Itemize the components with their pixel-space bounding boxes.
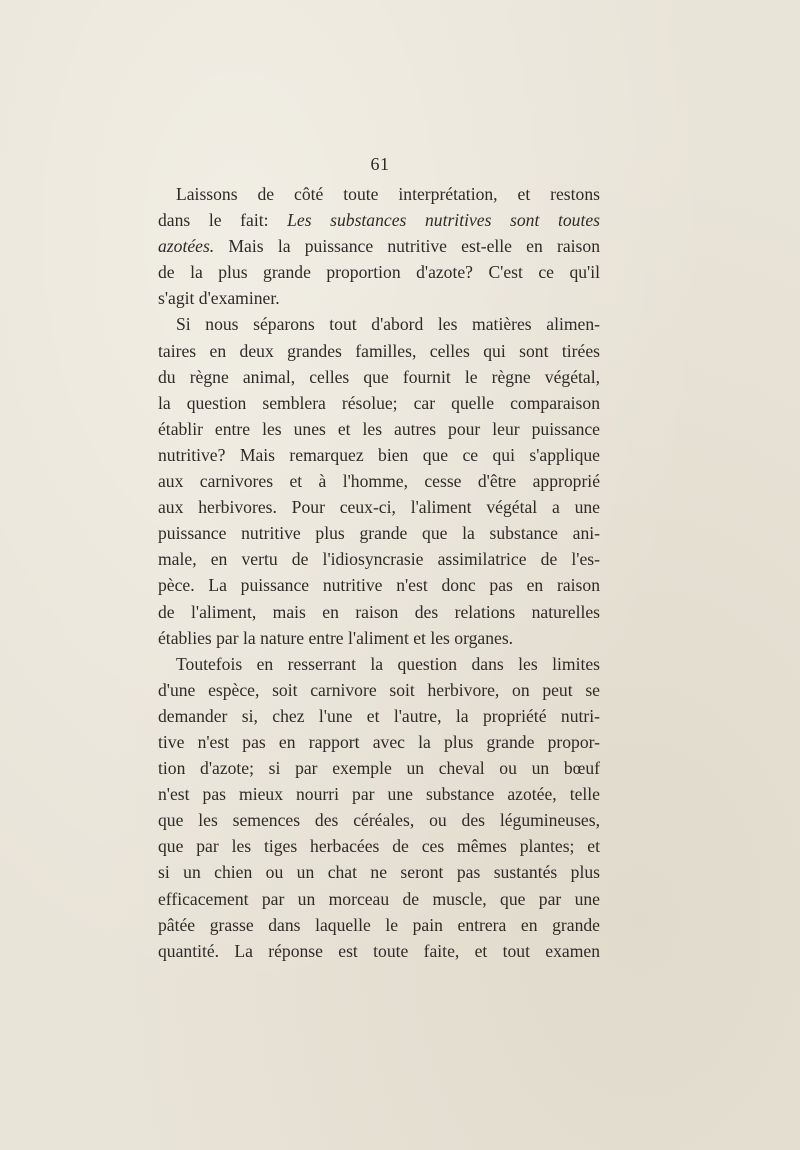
text-line <box>158 833 600 859</box>
text-segment: pâtée grasse dans laquelle le pain entrera en grande <box>158 914 600 935</box>
text-segment: male, en vertu de l'idiosyncrasie assimilatrice de l'es- <box>158 549 600 570</box>
text-line <box>158 520 600 546</box>
text-line <box>158 572 600 598</box>
text-segment: si un chien ou un chat ne seront pas sustantés plus <box>158 862 600 883</box>
text-line <box>158 181 600 207</box>
text-line <box>158 807 600 833</box>
text-line <box>158 599 600 625</box>
text-segment: établies par la nature entre l'aliment et les organes. <box>158 627 514 648</box>
text-segment: que les semences des céréales, ou des légumineuses, <box>158 810 600 831</box>
text-line <box>158 468 600 494</box>
text-segment: Toutefois en resserrant la question dans les limites <box>176 653 600 674</box>
text-segment: la question semblera résolue; car quelle comparaison <box>158 392 600 413</box>
text-segment: demander si, chez l'une et l'autre, la propriété nutri- <box>158 705 600 726</box>
text-line <box>158 259 600 285</box>
text-line <box>158 938 600 964</box>
text-segment: taires en deux grandes familles, celles qui sont tirées <box>158 340 600 361</box>
text-line <box>158 729 600 755</box>
page-number: 61 <box>370 154 390 174</box>
text-segment: que par les tiges herbacées de ces mêmes plantes; et <box>158 836 600 857</box>
text-line <box>158 233 600 259</box>
text-segment: du règne animal, celles que fournit le règne végétal, <box>158 366 600 387</box>
text-line <box>158 416 600 442</box>
text-segment: tive n'est pas en rapport avec la plus grande propor- <box>158 731 600 752</box>
text-segment: Si nous séparons tout d'abord les matières alimen- <box>176 314 600 335</box>
text-line <box>158 912 600 938</box>
italic-text: azotées. <box>158 236 215 257</box>
text-line <box>158 207 600 233</box>
text-line <box>158 625 600 651</box>
text-segment: n'est pas mieux nourri par une substance azotée, telle <box>158 784 600 805</box>
text-line <box>158 755 600 781</box>
body-text <box>158 181 600 964</box>
text-segment: établir entre les unes et les autres pour leur puissance <box>158 418 600 439</box>
text-segment: puissance nutritive plus grande que la substance ani- <box>158 523 600 544</box>
text-line <box>158 781 600 807</box>
text-segment: de l'aliment, mais en raison des relations naturelles <box>158 601 600 622</box>
text-segment: efficacement par un morceau de muscle, que par une <box>158 888 600 909</box>
text-line <box>158 859 600 885</box>
text-line <box>158 546 600 572</box>
text-segment: tion d'azote; si par exemple un cheval ou un bœuf <box>158 758 600 779</box>
text-segment: Laissons de côté toute interprétation, et restons <box>176 184 600 204</box>
text-segment: d'une espèce, soit carnivore soit herbivore, on peut se <box>158 679 600 700</box>
text-segment: aux herbivores. Pour ceux-ci, l'aliment végétal a une <box>158 497 600 518</box>
text-segment: nutritive? Mais remarquez bien que ce qui s'applique <box>158 444 600 465</box>
text-line <box>158 338 600 364</box>
text-line <box>158 390 600 416</box>
text-line <box>158 494 600 520</box>
text-segment: quantité. La réponse est toute faite, et tout examen <box>158 940 600 961</box>
text-segment: s'agit d'examiner. <box>158 288 280 309</box>
text-line <box>158 311 600 337</box>
text-line <box>158 651 600 677</box>
text-segment: de la plus grande proportion d'azote? C'est ce qu'il <box>158 262 600 283</box>
text-segment: dans le fait: <box>158 210 288 231</box>
text-line <box>158 285 600 311</box>
text-line <box>158 442 600 468</box>
text-line <box>158 364 600 390</box>
text-line <box>158 677 600 703</box>
text-segment: Mais la puissance nutritive est-elle en raison <box>214 236 600 257</box>
text-segment: pèce. La puissance nutritive n'est donc pas en raison <box>158 575 600 596</box>
text-segment: aux carnivores et à l'homme, cesse d'être approprié <box>158 471 600 492</box>
text-line <box>158 886 600 912</box>
text-line <box>158 703 600 729</box>
italic-text: Les substances nutritives sont toutes <box>287 210 600 231</box>
